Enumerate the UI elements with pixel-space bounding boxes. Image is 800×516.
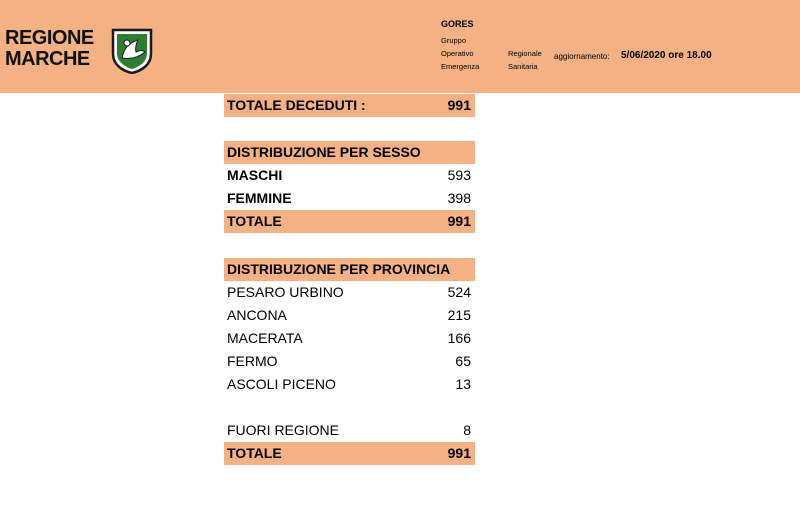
- logo-text-line-1: REGIONE: [5, 27, 94, 49]
- table-row: [224, 419, 475, 442]
- row-value: 524: [447, 284, 471, 300]
- province-distribution-table: [224, 258, 475, 465]
- sex-distribution-table: [224, 141, 475, 233]
- row-label: PESARO URBINO: [227, 284, 344, 300]
- update-value: 5/06/2020 ore 18.00: [621, 50, 712, 61]
- total-deaths-row: [224, 94, 475, 117]
- row-label: FERMO: [227, 353, 278, 369]
- sex-total-row: [224, 210, 475, 233]
- row-value: 991: [447, 445, 471, 461]
- province-distribution-title: DISTRIBUZIONE PER PROVINCIA: [227, 261, 451, 277]
- table-row: [224, 281, 475, 304]
- row-label: ANCONA: [227, 307, 287, 323]
- row-value: 166: [447, 330, 471, 346]
- total-deaths-table: [224, 94, 475, 117]
- org-line: Operativo: [441, 49, 474, 58]
- logo-text-line-2: MARCHE: [5, 48, 90, 70]
- table-row: [224, 350, 475, 373]
- row-value: 593: [447, 167, 471, 183]
- spacer-row: [224, 396, 475, 419]
- regione-marche-logo: [5, 28, 153, 76]
- row-label: TOTALE: [227, 445, 282, 461]
- province-total-row: [224, 442, 475, 465]
- row-label: MACERATA: [227, 330, 303, 346]
- row-value: 13: [455, 376, 471, 392]
- logo-text: [5, 28, 94, 70]
- org-line: Gruppo: [441, 36, 467, 45]
- org-name-left: [441, 34, 479, 73]
- org-name-right: [508, 47, 542, 73]
- org-line: Regionale: [508, 49, 542, 58]
- org-acronym: GORES: [441, 19, 474, 29]
- sex-distribution-title-row: [224, 141, 475, 164]
- header-banner: [0, 0, 800, 93]
- row-value: 8: [463, 422, 471, 438]
- row-label: FEMMINE: [227, 190, 292, 206]
- regione-emblem-icon: [110, 28, 154, 74]
- org-line: Emergenza: [441, 62, 480, 71]
- table-row: [224, 304, 475, 327]
- row-value: 991: [447, 213, 471, 229]
- org-line: Sanitaria: [508, 62, 538, 71]
- table-row: [224, 187, 475, 210]
- row-label: FUORI REGIONE: [227, 422, 340, 438]
- row-label: MASCHI: [227, 167, 283, 183]
- sex-distribution-title: DISTRIBUZIONE PER SESSO: [227, 144, 421, 160]
- row-label: ASCOLI PICENO: [227, 376, 336, 392]
- table-row: [224, 373, 475, 396]
- update-label: aggiornamento:: [554, 52, 610, 61]
- total-deaths-label: TOTALE DECEDUTI :: [227, 97, 366, 113]
- table-row: [224, 164, 475, 187]
- row-value: 65: [455, 353, 471, 369]
- total-deaths-value: 991: [447, 97, 471, 113]
- row-label: TOTALE: [227, 213, 282, 229]
- row-value: 398: [447, 190, 471, 206]
- row-value: 215: [447, 307, 471, 323]
- province-distribution-title-row: [224, 258, 475, 281]
- table-row: [224, 327, 475, 350]
